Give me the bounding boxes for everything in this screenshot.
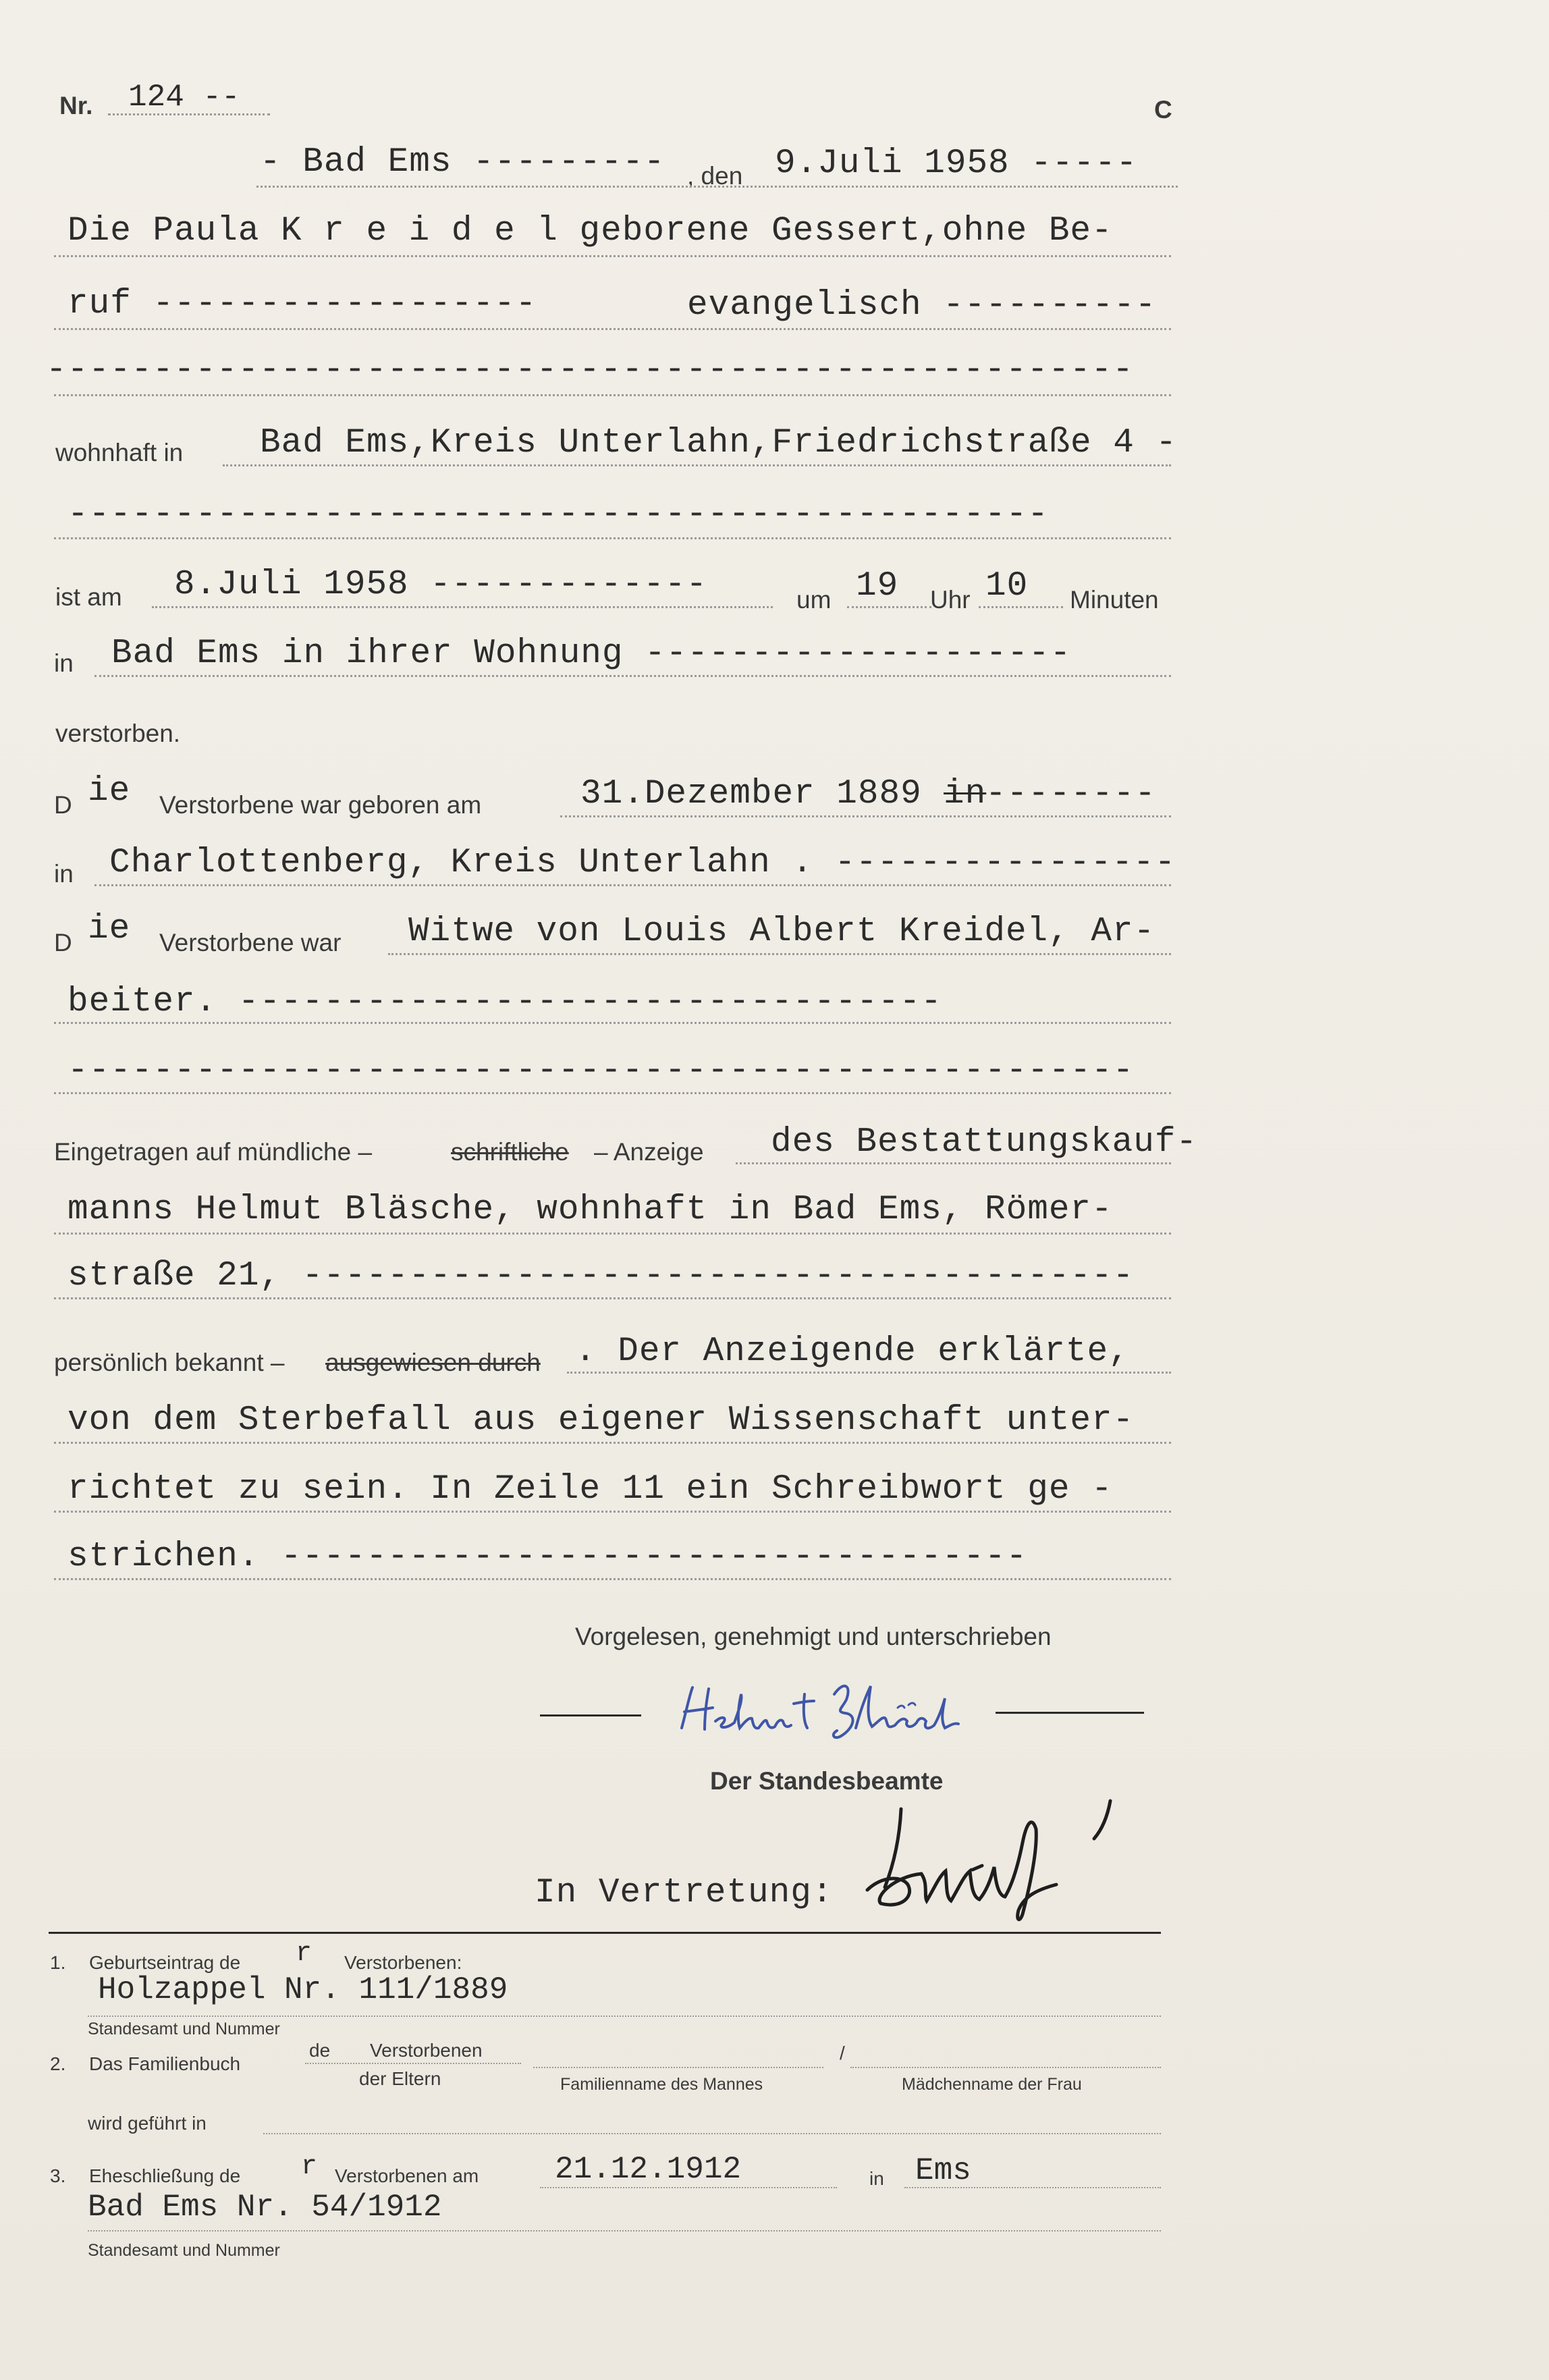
item3-sub: Standesamt und Nummer <box>88 2241 280 2260</box>
item2-slash: / <box>840 2043 845 2063</box>
ie-1: ie <box>88 772 131 811</box>
d-label-1: D <box>54 791 72 819</box>
solid-line <box>996 1712 1144 1714</box>
dotted-line <box>305 2063 521 2064</box>
dotted-line <box>388 953 1171 955</box>
dotted-line <box>54 537 1171 539</box>
vorgelesen-text: Vorgelesen, genehmigt und unterschrieben <box>575 1623 1052 1650</box>
item3-label-b: Verstorbenen am <box>335 2165 479 2186</box>
item3-num: 3. <box>50 2165 66 2186</box>
header-date: 9.Juli 1958 ----- <box>775 144 1138 183</box>
dotted-line <box>567 1372 1171 1374</box>
marital-line-3: -------------------------------------------------- <box>67 1052 1135 1090</box>
standesbeamte-label: Der Standesbeamte <box>710 1767 944 1795</box>
ist-am-label: ist am <box>55 583 122 611</box>
uhr-label: Uhr <box>930 586 971 614</box>
dotted-line <box>54 1092 1171 1094</box>
item3-date: 21.12.1912 <box>555 2152 742 2187</box>
birth-struck-word: in <box>944 775 987 813</box>
report-line-3: straße 21, --------------------------------------- <box>67 1257 1135 1295</box>
header-dotted-line <box>256 186 1178 188</box>
item1-r: r <box>296 1939 312 1969</box>
item2-verstorbenen: Verstorbenen <box>370 2040 483 2061</box>
ie-2: ie <box>88 910 131 948</box>
vertretung-label: In Vertretung: <box>535 1874 834 1912</box>
dotted-line <box>54 328 1171 330</box>
person-line-1: Die Paula K r e i d e l geborene Gessert,ohne Be- <box>67 212 1113 250</box>
report-line-4: . Der Anzeigende erklärte, <box>575 1332 1130 1371</box>
dotted-line <box>736 1162 1171 1164</box>
dotted-line <box>847 606 931 608</box>
dotted-line <box>54 1233 1171 1235</box>
death-hour: 19 <box>856 567 899 605</box>
dotted-line <box>54 1442 1171 1444</box>
birth-place: Charlottenberg, Kreis Unterlahn . ---------------- <box>109 844 1176 882</box>
person-line-3: --------------------------------------------------- <box>46 351 1134 389</box>
wohnhaft-label: wohnhaft in <box>55 439 184 466</box>
dotted-line <box>54 1297 1171 1299</box>
um-label: um <box>796 586 832 614</box>
birth-date-tail: -------- <box>985 775 1156 813</box>
war-label: Verstorbene war <box>159 929 342 956</box>
item1-sub: Standesamt und Nummer <box>88 2020 280 2038</box>
informant-signature <box>675 1674 972 1748</box>
dotted-line <box>223 464 1171 466</box>
report-line-2: manns Helmut Bläsche, wohnhaft in Bad Ems, Römer- <box>67 1191 1113 1229</box>
solid-line <box>540 1714 641 1716</box>
item1-value: Holzappel Nr. 111/1889 <box>98 1972 508 2007</box>
header-place: - Bad Ems --------- <box>260 143 665 182</box>
item2-sub-b: Mädchenname der Frau <box>902 2075 1082 2094</box>
official-signature <box>854 1795 1144 1924</box>
person-line-5: ---------------------------------------------- <box>67 495 1049 534</box>
eingetragen-label-a: Eingetragen auf mündliche – <box>54 1138 373 1166</box>
dotted-line <box>152 606 773 608</box>
nr-value: 124 -- <box>128 80 240 115</box>
marital-line-1: Witwe von Louis Albert Kreidel, Ar- <box>408 913 1156 951</box>
dotted-line <box>979 606 1063 608</box>
den-label: , den <box>687 162 743 190</box>
death-date: 8.Juli 1958 ------------- <box>174 566 708 604</box>
death-place: Bad Ems in ihrer Wohnung -------------------- <box>111 634 1072 673</box>
report-line-1: des Bestattungskauf- <box>771 1123 1198 1162</box>
dotted-line <box>54 1578 1171 1580</box>
bekannt-label-a: persönlich bekannt – <box>54 1349 285 1376</box>
dotted-line <box>560 815 1171 817</box>
person-line-2a: ruf ------------------ <box>67 285 537 323</box>
corner-letter: C <box>1154 96 1172 124</box>
dotted-line <box>54 1511 1171 1513</box>
footer-separator <box>49 1932 1161 1934</box>
item2-gefuehrt: wird geführt in <box>88 2113 207 2134</box>
marital-line-2: beiter. --------------------------------- <box>67 983 942 1021</box>
dotted-line <box>88 2230 1161 2232</box>
item2-label: Das Familienbuch <box>89 2053 241 2074</box>
minuten-label: Minuten <box>1070 586 1159 614</box>
item2-eltern: der Eltern <box>359 2068 441 2089</box>
report-line-7: strichen. ----------------------------------- <box>67 1538 1028 1576</box>
item1-label-a: Geburtseintrag de <box>89 1952 241 1973</box>
item1-num: 1. <box>50 1952 66 1973</box>
item2-num: 2. <box>50 2053 66 2074</box>
dotted-line <box>88 2016 1161 2017</box>
report-line-5: von dem Sterbefall aus eigener Wissenschaft unter- <box>67 1401 1135 1440</box>
dotted-line <box>54 394 1171 396</box>
item3-in: in <box>869 2168 884 2189</box>
dotted-line <box>94 675 1171 677</box>
item3-label-a: Eheschließung de <box>89 2165 241 2186</box>
d-label-2: D <box>54 929 72 956</box>
nr-dotted-line <box>108 113 270 115</box>
item3-place: Ems <box>915 2153 971 2188</box>
dotted-line <box>54 1022 1171 1024</box>
geboren-label: Verstorbene war geboren am <box>159 791 482 819</box>
dotted-line <box>533 2067 823 2068</box>
item2-de: de <box>309 2040 331 2061</box>
religion: evangelisch ---------- <box>687 286 1157 325</box>
birth-date: 31.Dezember 1889 <box>580 775 922 813</box>
death-in-label: in <box>54 649 74 677</box>
dotted-line <box>850 2067 1161 2068</box>
eingetragen-label-b: – Anzeige <box>594 1138 704 1166</box>
report-line-6: richtet zu sein. In Zeile 11 ein Schreibwort ge - <box>67 1470 1113 1509</box>
dotted-line <box>540 2187 837 2188</box>
bekannt-struck: ausgewiesen durch <box>325 1349 541 1376</box>
item1-label-b: Verstorbenen: <box>344 1952 462 1973</box>
nr-label: Nr. <box>59 92 93 119</box>
wohnhaft-value: Bad Ems,Kreis Unterlahn,Friedrichstraße 4 - <box>260 424 1178 462</box>
eingetragen-struck: schriftliche <box>451 1138 569 1166</box>
death-minute: 10 <box>985 567 1029 605</box>
item3-value: Bad Ems Nr. 54/1912 <box>88 2190 442 2225</box>
dotted-line <box>263 2133 1161 2134</box>
verstorben-label: verstorben. <box>55 720 181 747</box>
item2-sub-a: Familienname des Mannes <box>560 2075 763 2094</box>
item3-r: r <box>301 2152 318 2182</box>
birth-in-label: in <box>54 860 74 888</box>
dotted-line <box>904 2187 1161 2188</box>
dotted-line <box>54 255 1171 257</box>
dotted-line <box>94 884 1171 886</box>
